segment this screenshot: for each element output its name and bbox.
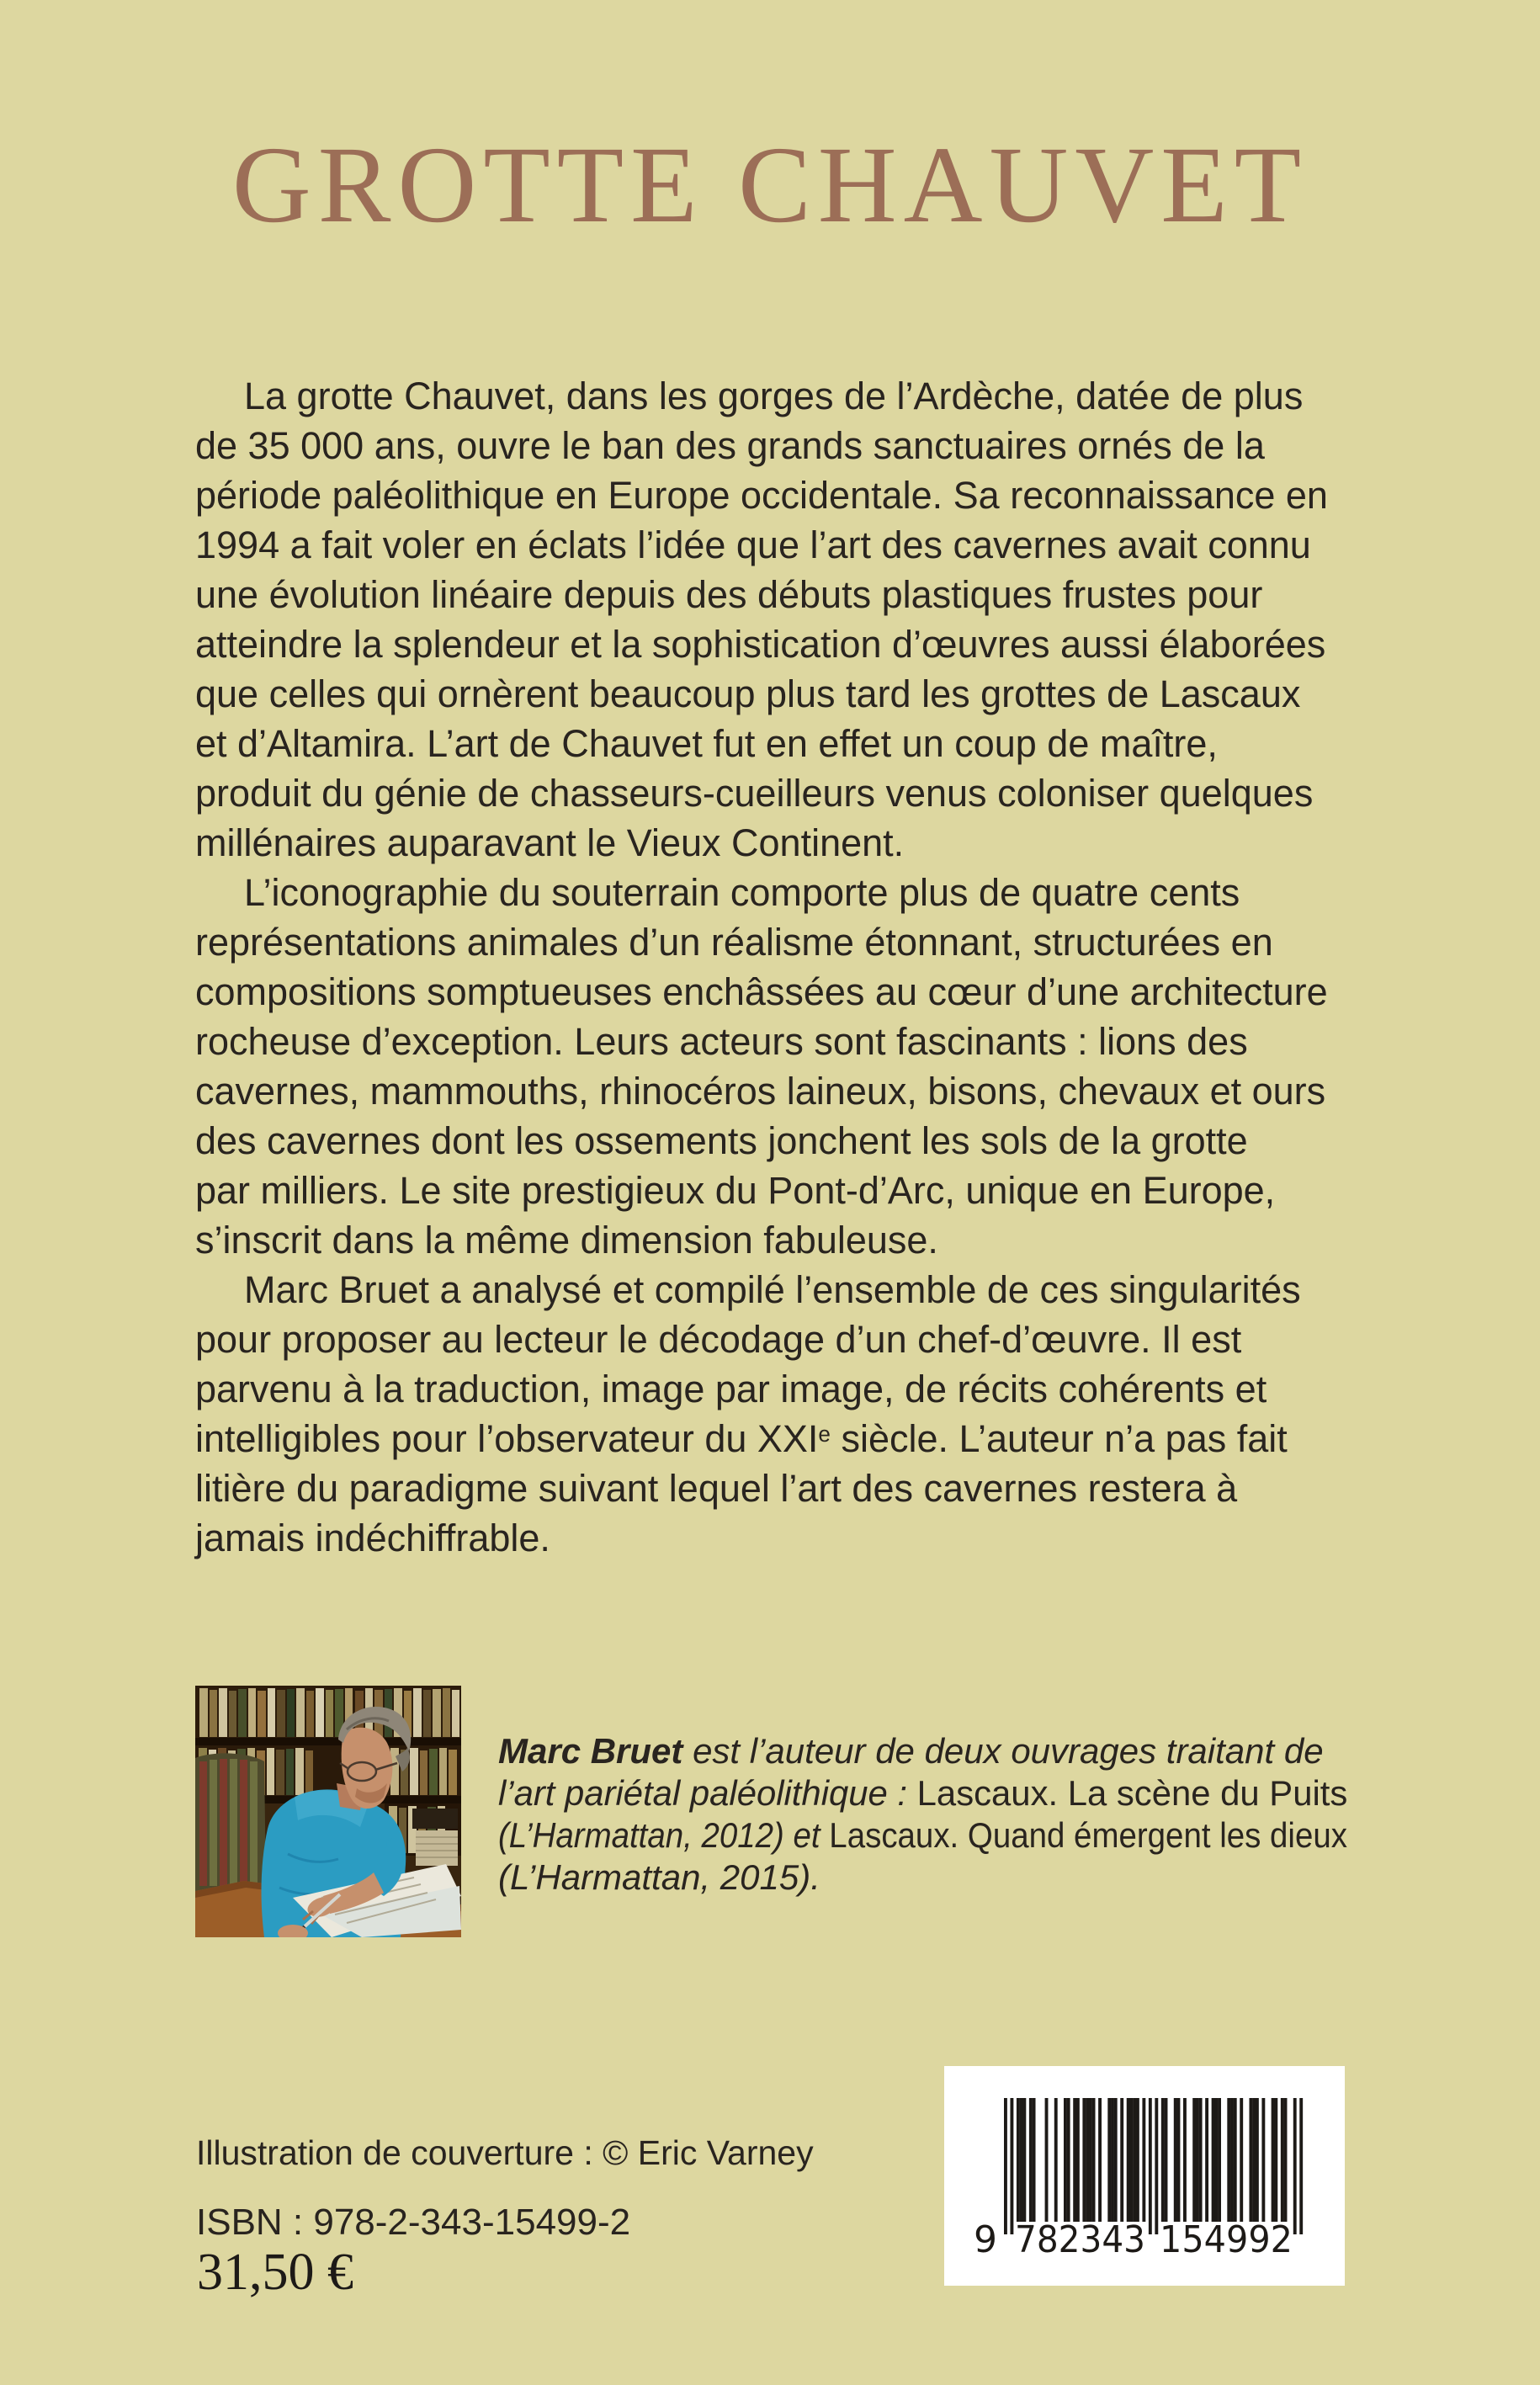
synopsis-line: litière du paradigme suivant lequel l’art des cavernes restera à bbox=[195, 1467, 1238, 1510]
barcode-bar bbox=[1281, 2098, 1284, 2222]
barcode-bar bbox=[1205, 2098, 1208, 2222]
barcode-bar bbox=[1212, 2098, 1215, 2222]
barcode-bar bbox=[1192, 2098, 1196, 2222]
barcode-bar bbox=[1010, 2098, 1013, 2234]
barcode-bar bbox=[1230, 2098, 1234, 2222]
barcode-bar bbox=[1067, 2098, 1070, 2222]
author-photo bbox=[195, 1686, 461, 1937]
synopsis-line: de 35 000 ans, ouvre le ban des grands sanctuaires ornés de la bbox=[195, 424, 1265, 467]
barcode-bar bbox=[1073, 2098, 1076, 2222]
synopsis-line: par milliers. Le site prestigieux du Pont-d’Arc, unique en Europe, bbox=[195, 1169, 1276, 1212]
synopsis-line: s’inscrit dans la même dimension fabuleuse. bbox=[195, 1219, 938, 1262]
cover-illustration-credit: Illustration de couverture : © Eric Varney bbox=[196, 2133, 814, 2172]
barcode-bar bbox=[1136, 2098, 1139, 2222]
barcode-bar bbox=[1249, 2098, 1252, 2222]
synopsis-line: représentations animales d’un réalisme étonnant, structurées en bbox=[195, 921, 1273, 964]
barcode-bar bbox=[1076, 2098, 1080, 2222]
synopsis-line: 1994 a fait voler en éclats l’idée que l’art des cavernes avait connu bbox=[195, 523, 1311, 566]
barcode-bar bbox=[1022, 2098, 1026, 2222]
barcode-bar bbox=[1155, 2098, 1158, 2234]
barcode-bar bbox=[1111, 2098, 1114, 2222]
barcode-bar bbox=[1183, 2098, 1187, 2222]
barcode-bar bbox=[1120, 2098, 1123, 2222]
synopsis-line: L’iconographie du souterrain comporte plus de quatre cents bbox=[244, 871, 1240, 914]
synopsis-line: cavernes, mammouths, rhinocéros laineux, bisons, chevaux et ours bbox=[195, 1070, 1326, 1113]
barcode-bar bbox=[1256, 2098, 1259, 2222]
barcode-bar bbox=[1299, 2098, 1303, 2234]
barcode-bar bbox=[1020, 2098, 1023, 2222]
barcode-bar bbox=[1234, 2098, 1237, 2222]
barcode-bar bbox=[1129, 2098, 1133, 2222]
synopsis-line: produit du génie de chasseurs-cueilleurs venus coloniser quelques bbox=[195, 772, 1314, 815]
author-bio-line: (L’Harmattan, 2012) et Lascaux. Quand émergent les dieux bbox=[498, 1815, 1347, 1855]
barcode-bar bbox=[1089, 2098, 1092, 2222]
barcode-bar bbox=[1196, 2098, 1199, 2222]
barcode-bar bbox=[1017, 2098, 1020, 2222]
barcode-bar bbox=[1004, 2098, 1007, 2234]
synopsis-line: atteindre la splendeur et la sophistication d’œuvres aussi élaborées bbox=[195, 623, 1326, 666]
barcode-bar bbox=[1218, 2098, 1221, 2222]
barcode-bar bbox=[1064, 2098, 1067, 2222]
author-bio-line: (L’Harmattan, 2015). bbox=[498, 1857, 820, 1897]
barcode-bar bbox=[1029, 2098, 1033, 2222]
barcode-bar bbox=[1165, 2098, 1168, 2222]
author-bio-line: Marc Bruet est l’auteur de deux ouvrages traitant de bbox=[498, 1731, 1324, 1771]
barcode-bar bbox=[1098, 2098, 1102, 2222]
barcode-bar bbox=[1033, 2098, 1036, 2222]
synopsis-line: La grotte Chauvet, dans les gorges de l’Ardèche, datée de plus bbox=[244, 374, 1304, 417]
barcode-bar bbox=[1127, 2098, 1130, 2222]
author-photo-image bbox=[195, 1686, 461, 1937]
synopsis-line: parvenu à la traduction, image par image, de récits cohérents et bbox=[195, 1368, 1267, 1410]
barcode-bar bbox=[1261, 2098, 1265, 2222]
price: 31,50 € bbox=[197, 2244, 353, 2301]
barcode-bar bbox=[1252, 2098, 1256, 2222]
barcode-bar bbox=[1199, 2098, 1203, 2222]
barcode-bar bbox=[1227, 2098, 1230, 2222]
barcode-bar bbox=[1107, 2098, 1111, 2222]
barcode-bar bbox=[1174, 2098, 1177, 2222]
barcode-bar bbox=[1045, 2098, 1049, 2222]
barcode-bar bbox=[1149, 2098, 1152, 2234]
synopsis-line: jamais indéchiffrable. bbox=[195, 1517, 550, 1559]
barcode-bar bbox=[1161, 2098, 1165, 2222]
barcode-bar bbox=[1142, 2098, 1145, 2222]
synopsis-line: millénaires auparavant le Vieux Continent. bbox=[195, 821, 905, 864]
synopsis-line: et d’Altamira. L’art de Chauvet fut en effet un coup de maître, bbox=[195, 722, 1218, 765]
barcode-svg bbox=[944, 2066, 1345, 2286]
synopsis-line: des cavernes dont les ossements jonchent les sols de la grotte bbox=[195, 1119, 1248, 1162]
synopsis-line: que celles qui ornèrent beaucoup plus tard les grottes de Lascaux bbox=[195, 672, 1301, 715]
isbn-text: ISBN : 978-2-343-15499-2 bbox=[196, 2202, 631, 2243]
synopsis-line: une évolution linéaire depuis des débuts plastiques frustes pour bbox=[195, 573, 1263, 616]
barcode-bar bbox=[1082, 2098, 1086, 2222]
synopsis-line: pour proposer au lecteur le décodage d’un chef-d’œuvre. Il est bbox=[195, 1318, 1242, 1361]
author-bio-line: l’art pariétal paléolithique : Lascaux. La scène du Puits bbox=[498, 1773, 1348, 1813]
paper-stack-right bbox=[412, 1809, 458, 1866]
barcode-bar bbox=[1284, 2098, 1288, 2222]
barcode-bar bbox=[1274, 2098, 1277, 2222]
barcode-bar bbox=[1092, 2098, 1096, 2222]
book-title: GROTTE CHAUVET bbox=[231, 125, 1309, 246]
barcode-bar bbox=[1114, 2098, 1118, 2222]
bookshelf-top-row bbox=[195, 1686, 461, 1740]
barcode-bar bbox=[1177, 2098, 1181, 2222]
barcode-bar bbox=[1086, 2098, 1089, 2222]
synopsis-line: Marc Bruet a analysé et compilé l’ensemble de ces singularités bbox=[244, 1268, 1301, 1311]
barcode-bar bbox=[1133, 2098, 1136, 2222]
barcode-digits: 9 bbox=[974, 2218, 997, 2261]
synopsis-line: rocheuse d’exception. Leurs acteurs sont fascinants : lions des bbox=[195, 1020, 1248, 1063]
striped-chair bbox=[195, 1753, 266, 1893]
barcode-digits: 782343 bbox=[1015, 2218, 1145, 2261]
synopsis-line: compositions somptueuses enchâssées au cœur d’une architecture bbox=[195, 970, 1328, 1013]
author-bio-text bbox=[498, 1730, 1347, 1899]
barcode-digits: 154992 bbox=[1160, 2218, 1293, 2261]
synopsis bbox=[195, 371, 1345, 1563]
barcode bbox=[944, 2066, 1345, 2286]
synopsis-line: période paléolithique en Europe occidentale. Sa reconnaissance en bbox=[195, 474, 1328, 517]
barcode-bar bbox=[1214, 2098, 1218, 2222]
barcode-bar bbox=[1240, 2098, 1243, 2222]
synopsis-line: intelligibles pour l’observateur du XXIe siècle. L’auteur n’a pas fait bbox=[195, 1417, 1288, 1460]
barcode-bar bbox=[1293, 2098, 1297, 2234]
barcode-bar bbox=[1272, 2098, 1275, 2222]
barcode-bar bbox=[1054, 2098, 1058, 2222]
